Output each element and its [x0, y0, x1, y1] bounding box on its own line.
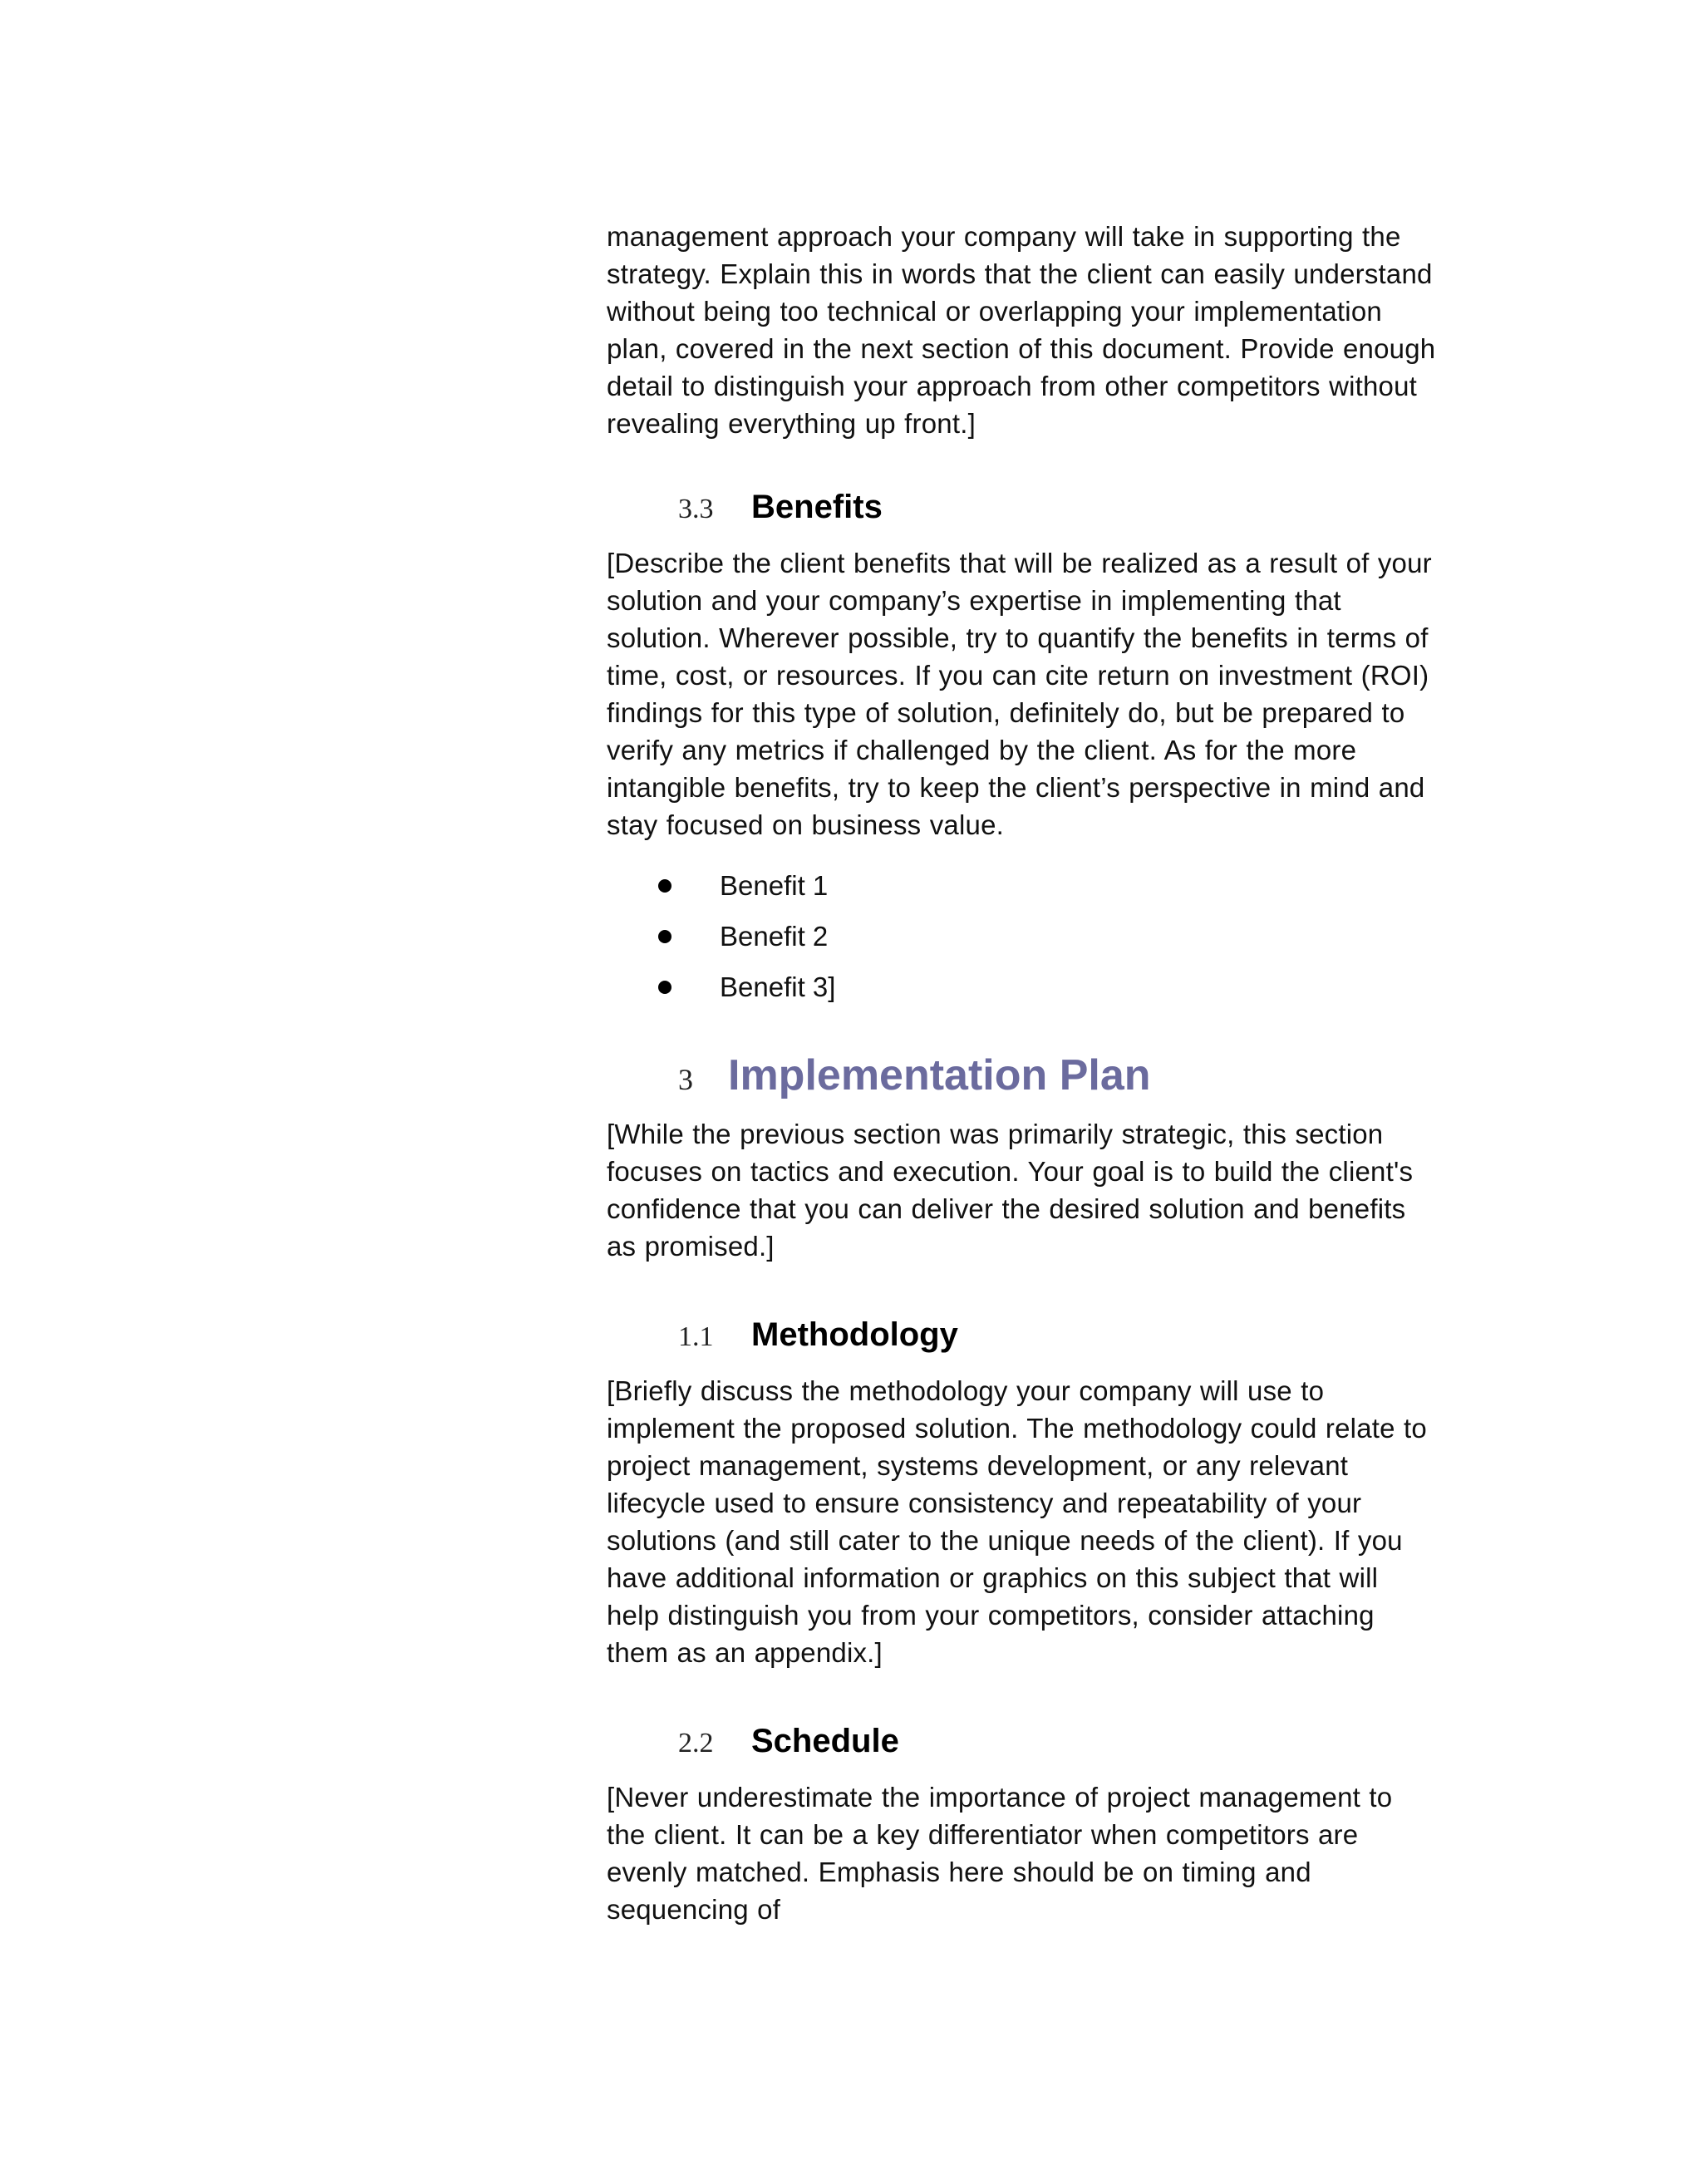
list-item: [607, 962, 1438, 1012]
heading-number: 2.2: [678, 1728, 714, 1759]
benefits-list: [607, 860, 1438, 1012]
heading-number: 3.3: [678, 494, 714, 524]
heading-number: 1.1: [678, 1321, 714, 1352]
bullet-icon: [658, 879, 671, 893]
list-item-label: Benefit 1: [720, 870, 829, 901]
bullet-icon: [658, 930, 671, 943]
heading-schedule: [607, 1723, 1438, 1760]
heading-title: Benefits: [751, 489, 883, 525]
heading-title: Methodology: [751, 1316, 958, 1353]
bullet-icon: [658, 981, 671, 994]
implementation-plan-paragraph: [While the previous section was primarily strategic, this section focuses on tactics and execution. Your goal is to build the client's confidence that you can deliver the desired solution and benefits as promised.]: [607, 1119, 1414, 1262]
heading-title: Schedule: [751, 1723, 899, 1759]
list-item: [607, 860, 1438, 911]
schedule-paragraph: [Never underestimate the importance of project management to the client. It can be a key differentiator when competitors are evenly matched. Emphasis here should be on timing and sequencing of: [607, 1782, 1393, 1925]
text-column: [607, 218, 1438, 1928]
list-item-label: Benefit 2: [720, 921, 829, 952]
list-item: [607, 911, 1438, 962]
intro-paragraph: management approach your company will take in supporting the strategy. Explain this in words that the client can easily understand without being too technical or overlapping your implementation plan, covered in the next section of this document. Provide enough detail to distinguish your approach from other competitors without revealing everything up front.]: [607, 221, 1436, 439]
list-item-label: Benefit 3]: [720, 971, 836, 1002]
heading-benefits: [607, 489, 1438, 526]
heading-number: 3: [678, 1063, 693, 1096]
methodology-paragraph: [Briefly discuss the methodology your company will use to implement the proposed solution. The methodology could relate to project management, systems development, or any relevant lifecycle used to ensure consistency and repeatability of your solutions (and still cater to the unique needs of the client). If you have additional information or graphics on this subject that will help distinguish you from your competitors, consider attaching them as an appendix.]: [607, 1375, 1427, 1668]
benefits-paragraph: [Describe the client benefits that will be realized as a result of your solution and your company’s expertise in implementing that solution. Wherever possible, try to quantify the benefits in terms of time, cost, or resources. If you can cite return on investment (ROI) findings for this type of solution, definitely do, but be prepared to verify any metrics if challenged by the client. As for the more intangible benefits, try to keep the client’s perspective in mind and stay focused on business value.: [607, 548, 1432, 840]
heading-implementation-plan: [607, 1050, 1438, 1100]
heading-title: Implementation Plan: [728, 1051, 1151, 1099]
heading-methodology: [607, 1316, 1438, 1354]
